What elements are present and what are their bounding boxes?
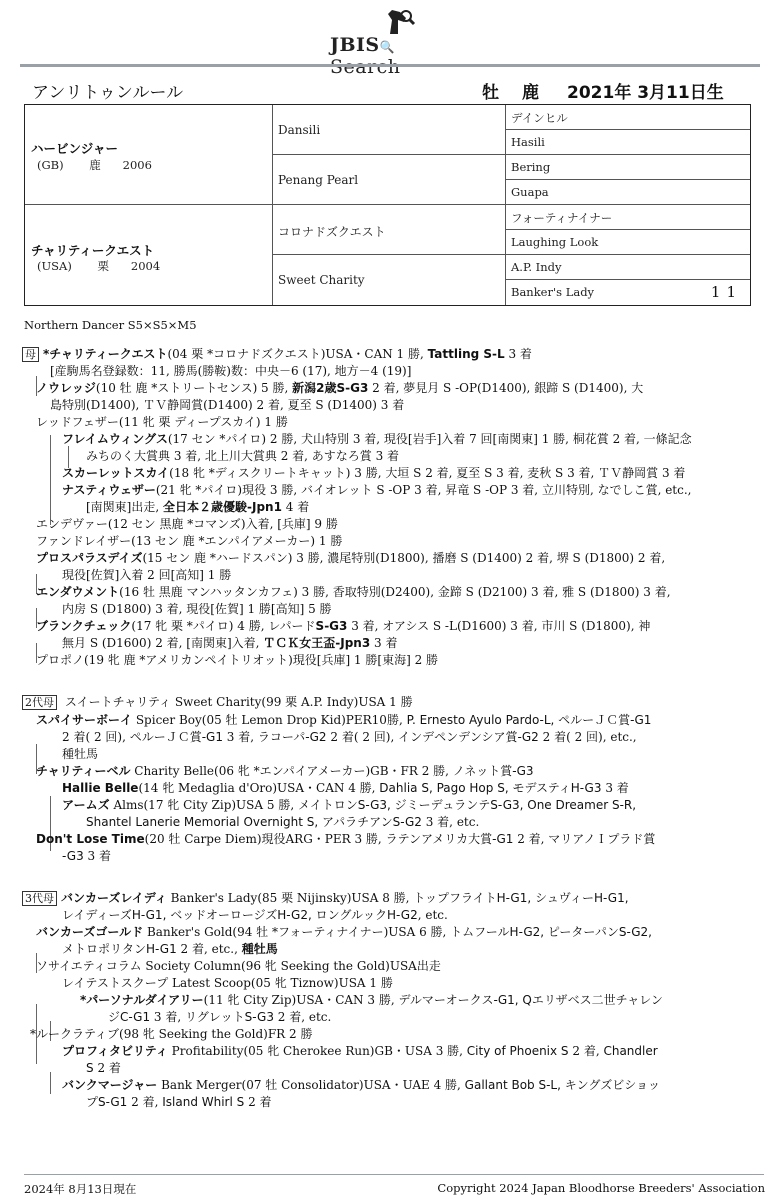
logo-suffix: Search [330, 56, 401, 78]
family-number: 11 [710, 283, 742, 301]
dam-sire-name[interactable]: コロナドズクエスト [278, 225, 386, 239]
produce-entry: ファンドレイザー(13 セン 鹿 *エンパイアメーカー) 1 勝 [36, 534, 343, 548]
header [0, 0, 775, 78]
gen3-cell [505, 180, 750, 205]
gen3-name[interactable]: A.P. Indy [511, 260, 562, 274]
produce-entry: スカーレットスカイ(18 牝 *ディスクリートキャット) 3 勝, 大垣 S 2 着, 夏至 S 3 着, 麦秋 S 3 着, ＴＶ静岡賞 3 着 [62, 466, 686, 480]
produce-entry: *パーソナルダイアリー(11 牝 City Zip)USA・CAN 3 勝, デルマーオークス-G1, Qエリザベス二世チャレン [80, 993, 663, 1007]
produce-name[interactable]: ブランクチェック [36, 619, 132, 633]
sire-cell [25, 105, 272, 205]
horse-title [32, 78, 732, 102]
produce-name[interactable]: スパイサーボーイ [36, 713, 133, 727]
gen3-cell [505, 230, 750, 255]
gen3-name[interactable]: Banker's Lady [511, 285, 595, 299]
second-dam-badge: 2代母 [22, 695, 57, 710]
produce-entry-cont: -G3 3 着 [62, 849, 111, 863]
produce-name[interactable]: エンダウメント [36, 585, 120, 599]
dam-sire-cell [272, 205, 505, 255]
dam-cell [25, 205, 272, 305]
produce-entry: フレイムウィングス(17 セン *パイロ) 2 勝, 犬山特別 3 着, 現役[岩手]入着 7 回[南関東] 1 勝, 桐花賞 2 着, 一條記念 [62, 432, 692, 446]
produce-entry-cont: 無月 S (D1600) 2 着, [南関東]入着, ＴＣＫ女王盃-Jpn3 3 着 [62, 636, 398, 650]
dam-line: 母 *チャリティークエスト(04 栗 *コロナドズクエスト)USA・CAN 1 勝, Tattling S-L 3 着 [22, 346, 532, 363]
dam-info: (USA) 栗 2004 [37, 259, 161, 273]
sire-info: (GB) 鹿 2006 [37, 158, 152, 172]
jbis-logo[interactable] [330, 6, 460, 78]
produce-name[interactable]: フレイムウィングス [62, 432, 168, 446]
sire-name[interactable]: ハービンジャー [31, 141, 118, 156]
produce-entry-cont: みちのく大賞典 3 着, 北上川大賞典 2 着, あすなろ賞 3 着 [86, 449, 400, 463]
sire-dam-cell [272, 155, 505, 205]
produce-entry: ブランクチェック(17 牝 栗 *パイロ) 4 勝, レパードS-G3 3 着, オアシス S -L(D1600) 3 着, 市川 S (D1800), 神 [36, 619, 651, 633]
produce-name[interactable]: Hallie Belle [62, 781, 139, 795]
inbreeding-note: Northern Dancer S5×S5×M5 [24, 318, 197, 332]
produce-name[interactable]: チャリティーベル [36, 764, 131, 778]
produce-name[interactable]: バンカーズゴールド [36, 925, 144, 939]
sire-sire-cell [272, 105, 505, 155]
produce-entry: バンクマージャー Bank Merger(07 牡 Consolidator)USA・UAE 4 勝, Gallant Bob S-L, キングズビショッ [62, 1078, 661, 1092]
dam-dam-name[interactable]: Sweet Charity [278, 273, 365, 287]
logo-prefix: JBIS [330, 34, 380, 56]
third-dam-produce: バンカーズゴールド Banker's Gold(94 牡 *フォーティナイナー)USA 6 勝, トムフールH-G2, ピーターパンS-G2, [36, 925, 652, 939]
as-of-date: 2024年 8月13日現在 [24, 1182, 137, 1196]
gen3-cell [505, 280, 750, 305]
second-dam-produce: スパイサーボーイ Spicer Boy(05 牡 Lemon Drop Kid)PER10勝, P. Ernesto Ayulo Pardo-L, ペルーＪＣ賞-G1 [36, 713, 652, 727]
dam-badge: 母 [22, 347, 39, 362]
produce-entry: プロスパラスデイズ(15 セン 鹿 *ハードスパン) 3 勝, 濃尾特別(D1800), 播磨 S (D1400) 2 着, 堺 S (D1800) 2 着, [36, 551, 666, 565]
tree-line [50, 435, 51, 525]
produce-name[interactable]: ノウレッジ [36, 381, 96, 395]
produce-entry: Hallie Belle(14 牝 Medaglia d'Oro)USA・CAN 4 勝, Dahlia S, Pago Hop S, モデスティH-G3 3 着 [62, 781, 629, 795]
footer-divider [24, 1174, 764, 1175]
third-dam-produce: ソサイエティコラム Society Column(96 牝 Seeking the Gold)USA出走 [36, 959, 441, 973]
dam-dam-cell [272, 255, 505, 305]
gen3-name[interactable]: デインヒル [511, 111, 568, 125]
produce-entry: アームズ Alms(17 牝 City Zip)USA 5 勝, メイトロンS-G3, ジミーデュランテS-G3, One Dreamer S-R, [62, 798, 637, 812]
tree-line [50, 1072, 51, 1094]
stallion-note: 種牡馬 [62, 747, 99, 761]
produce-name[interactable]: Don't Lose Time [36, 832, 145, 846]
second-dam-produce: Don't Lose Time(20 牡 Carpe Diem)現役ARG・PER 3 勝, ラテンアメリカ大賞-G1 2 着, マリアノＩプラド賞 [36, 832, 656, 846]
second-dam-line: 2代母 スイートチャリティ Sweet Charity(99 栗 A.P. Indy)USA 1 勝 [22, 694, 413, 711]
gen3-name[interactable]: Guapa [511, 185, 549, 199]
produce-entry-cont: 2 着( 2 回), ペルーＪＣ賞-G1 3 着, ラコーパ-G2 2 着( 2 回), インデペンデンシア賞-G2 2 着( 2 回), etc., [62, 730, 637, 744]
produce-entry-cont: メトロポリタンH-G1 2 着, etc., 種牡馬 [62, 942, 278, 956]
pedigree-table [24, 104, 751, 306]
third-dam-produce: *ルークラティブ(98 牝 Seeking the Gold)FR 2 勝 [30, 1027, 313, 1041]
dam-name[interactable]: チャリティークエスト [31, 243, 155, 258]
gen3-cell [505, 205, 750, 230]
gen3-cell [505, 130, 750, 155]
sire-dam-name[interactable]: Penang Pearl [278, 173, 359, 187]
produce-entry-cont: Shantel Lanerie Memorial Overnight S, アパラチアンS-G2 3 着, etc. [86, 815, 480, 829]
logo-search-icon: 🔍 [379, 40, 396, 54]
sire-sire-name[interactable]: Dansili [278, 123, 321, 137]
produce-entry-cont: ジC-G1 3 着, リグレットS-G3 2 着, etc. [108, 1010, 332, 1024]
produce-summary: [産駒馬名登録数：11, 勝馬(勝鞍)数：中央－6 (17), 地方－4 (19)] [50, 364, 412, 378]
copyright: Copyright 2024 Japan Bloodhorse Breeders' Association [437, 1181, 765, 1195]
produce-name[interactable]: プロスパラスデイズ [36, 551, 143, 565]
second-dam-produce: チャリティーベル Charity Belle(06 牝 *エンパイアメーカー)GB・FR 2 勝, ノネット賞-G3 [36, 764, 534, 778]
header-divider [20, 64, 760, 67]
produce-entry: エンダウメント(16 牡 黒鹿 マンハッタンカフェ) 3 勝, 香取特別(D2400), 金蹄 S (D2100) 3 着, 雅 S (D1800) 3 着, [36, 585, 671, 599]
produce-entry: プロフィタビリティ Profitability(05 牝 Cherokee Run)GB・USA 3 勝, City of Phoenix S 2 着, Chandler [62, 1044, 658, 1058]
gen3-cell [505, 155, 750, 180]
produce-entry: エンデヴァー(12 セン 黒鹿 *コマンズ)入着, [兵庫] 9 勝 [36, 517, 338, 531]
horse-color: 鹿 [522, 83, 539, 103]
produce-entry-cont: S 2 着 [86, 1061, 121, 1075]
horse-head-icon [376, 8, 416, 36]
gen3-name[interactable]: フォーティナイナー [511, 211, 613, 225]
horse-sex: 牡 [482, 83, 499, 103]
gen3-cell [505, 255, 750, 280]
produce-name[interactable]: ナスティウェザー [62, 483, 156, 497]
produce-entry-cont: プS-G1 2 着, Island Whirl S 2 着 [86, 1095, 272, 1109]
third-dam-name[interactable]: バンカーズレイディ [61, 891, 167, 905]
produce-entry-cont: レイディーズH-G1, ベッドオーロージズH-G2, ロングルックH-G2, etc. [62, 908, 448, 922]
horse-name: アンリトゥンルール [32, 83, 184, 103]
produce-name[interactable]: スカーレットスカイ [62, 466, 170, 480]
produce-entry-cont: 島特別(D1400), ＴＶ静岡賞(D1400) 2 着, 夏至 S (D1400) 3 着 [50, 398, 405, 412]
produce-entry: プロポノ(19 牝 鹿 *アメリカンペイトリオット)現役[兵庫] 1 勝[東海] 2 勝 [36, 653, 439, 667]
horse-birthdate: 2021年 3月11日生 [567, 83, 724, 103]
produce-entry: レッドフェザー(11 牝 栗 ディープスカイ) 1 勝 [36, 415, 288, 429]
produce-entry: レイテストスクープ Latest Scoop(05 牝 Tiznow)USA 1 勝 [62, 976, 393, 990]
produce-entry: ナスティウェザー(21 牝 *パイロ)現役 3 勝, バイオレット S -OP 3 着, 昇竜 S -OP 3 着, 立川特別, なでしこ賞, etc., [62, 483, 692, 497]
produce-entry-cont: 内房 S (D1800) 3 着, 現役[佐賀] 1 勝[高知] 5 勝 [62, 602, 332, 616]
third-dam-badge: 3代母 [22, 891, 57, 906]
produce-name[interactable]: アームズ [62, 798, 110, 812]
third-dam-line: 3代母 バンカーズレイディ Banker's Lady(85 栗 Nijinsky)USA 8 勝, トップフライトH-G1, シュヴィーH-G1, [22, 890, 629, 907]
gen3-name[interactable]: Hasili [511, 135, 545, 149]
dam-name-link[interactable]: チャリティークエスト [49, 347, 168, 361]
produce-name[interactable]: バンクマージャー [62, 1078, 158, 1092]
produce-name[interactable]: プロフィタビリティ [62, 1044, 168, 1058]
produce-name[interactable]: パーソナルダイアリー [86, 993, 204, 1007]
produce-entry: ノウレッジ(10 牡 鹿 *ストリートセンス) 5 勝, 新潟2歳S-G3 2 着, 夢見月 S -OP(D1400), 銀蹄 S (D1400), 大 [36, 381, 644, 395]
gen3-name[interactable]: Bering [511, 160, 551, 174]
gen3-name[interactable]: Laughing Look [511, 235, 599, 249]
produce-entry-cont: [南関東]出走, 全日本２歳優駿-Jpn1 4 着 [86, 500, 310, 514]
produce-entry-cont: 現役[佐賀]入着 2 回[高知] 1 勝 [62, 568, 232, 582]
gen3-cell [505, 105, 750, 130]
